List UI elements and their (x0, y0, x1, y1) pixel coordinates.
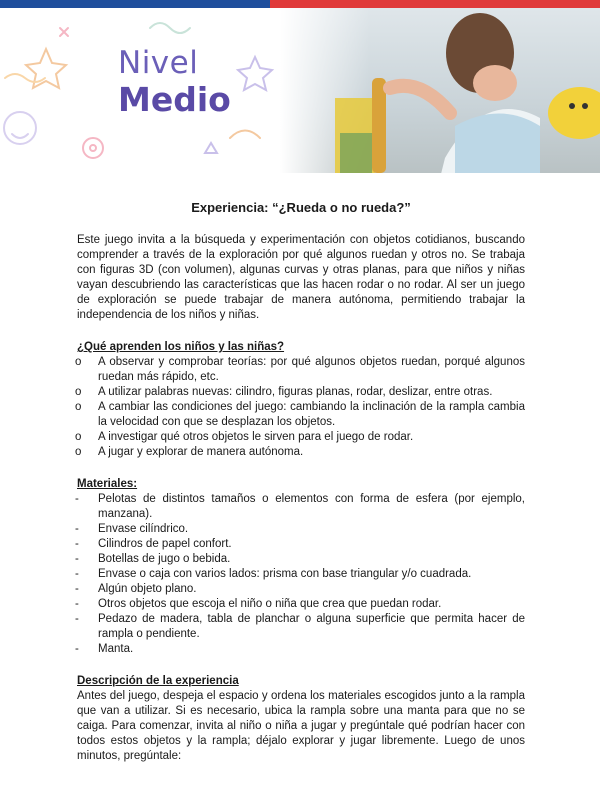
list-item: o A investigar qué otros objetos le sirven para el juego de rodar. (75, 431, 414, 443)
list-item: o A observar y comprobar teorías: por qué algunos objetos ruedan, porqué algunos ruedan más rápido, etc. (75, 356, 525, 383)
materials-heading: Materiales: (77, 478, 138, 490)
child-photo (280, 8, 600, 173)
flower-doodle (83, 138, 103, 158)
materials-list (77, 492, 525, 657)
list-dash: - (75, 613, 79, 625)
list-item: - Botellas de jugo o bebida. (75, 553, 231, 565)
brand-line1: Nivel (118, 45, 199, 81)
description-heading: Descripción de la experiencia (77, 675, 239, 687)
list-dash: - (75, 493, 79, 505)
list-item: - Cilindros de papel confort. (75, 538, 232, 550)
top-bar-blue (0, 0, 270, 8)
list-item: - Algún objeto plano. (75, 583, 197, 595)
document-title: Experiencia: “¿Rueda o no rueda?” (191, 200, 411, 215)
top-bar-red (270, 0, 600, 8)
list-item: - Pedazo de madera, tabla de planchar o alguna superficie que permita hacer de rampla o pendiente. (75, 613, 525, 640)
brand-line2: Medio (118, 80, 231, 119)
list-item: - Envase cilíndrico. (75, 523, 189, 535)
wave-doodle (150, 23, 190, 33)
face-doodle (4, 112, 36, 144)
triangle-doodle (205, 143, 217, 153)
list-dash: - (75, 538, 79, 550)
list-item: - Manta. (75, 643, 134, 655)
list-dash: - (75, 568, 79, 580)
list-item: - Envase o caja con varios lados: prisma con base triangular y/o cuadrada. (75, 568, 472, 580)
child-playing-illustration (280, 8, 600, 173)
list-item: - Otros objetos que escoja el niño o niña que crea que puedan rodar. (75, 598, 442, 610)
arc-doodle (230, 131, 260, 139)
document-body (77, 200, 525, 764)
list-item: o A cambiar las condiciones del juego: cambiando la inclinación de la rampla cambia la velocidad con que se desplazan los objetos. (75, 401, 525, 428)
learn-list (77, 355, 525, 460)
list-dash: - (75, 598, 79, 610)
list-item: - Pelotas de distintos tamaños o elementos con forma de esfera (por ejemplo, manzana). (75, 493, 525, 520)
list-dash: - (75, 523, 79, 535)
intro-paragraph: Este juego invita a la búsqueda y experimentación con objetos cotidianos, buscando comprender a través de la exploración por qué algunos ruedan y otros no. Se trabaja con figuras 3D (con volumen), algunas curvas y otras planas, para que niños y niñas vayan descubriendo las características que las hacen rodar o no rodar. Al ser un juego de exploración se puede trabajar de manera autónoma, permitiendo trabajar la independencia de los niños y niñas. (77, 234, 525, 321)
top-color-bar (0, 0, 600, 8)
description-paragraph: Antes del juego, despeja el espacio y ordena los materiales escogidos junto a la rampla que van a utilizar. Si es necesario, ubica la rampla sobre una manta para que no se caiga. Para comenzar, invita al niño o niña a jugar y pregúntale qué podrían hacer con todos estos objetos y la rampla; déjalo explorar y jugar libremente. Luego de unos minutos, pregúntale: (77, 690, 525, 762)
list-dash: - (75, 583, 79, 595)
list-bullet: o (75, 446, 82, 458)
learn-heading: ¿Qué aprenden los niños y las niñas? (77, 341, 285, 353)
list-bullet: o (75, 386, 82, 398)
cross-doodle (60, 28, 68, 36)
header-banner (0, 8, 600, 173)
star-doodle (238, 57, 272, 90)
list-bullet: o (75, 356, 82, 368)
list-bullet: o (75, 401, 82, 413)
brand-logo (118, 45, 231, 119)
list-bullet: o (75, 431, 82, 443)
list-dash: - (75, 553, 79, 565)
list-item: o A jugar y explorar de manera autónoma. (75, 446, 304, 458)
list-item: o A utilizar palabras nuevas: cilindro, figuras planas, rodar, deslizar, entre otras. (75, 386, 493, 398)
list-dash: - (75, 643, 79, 655)
